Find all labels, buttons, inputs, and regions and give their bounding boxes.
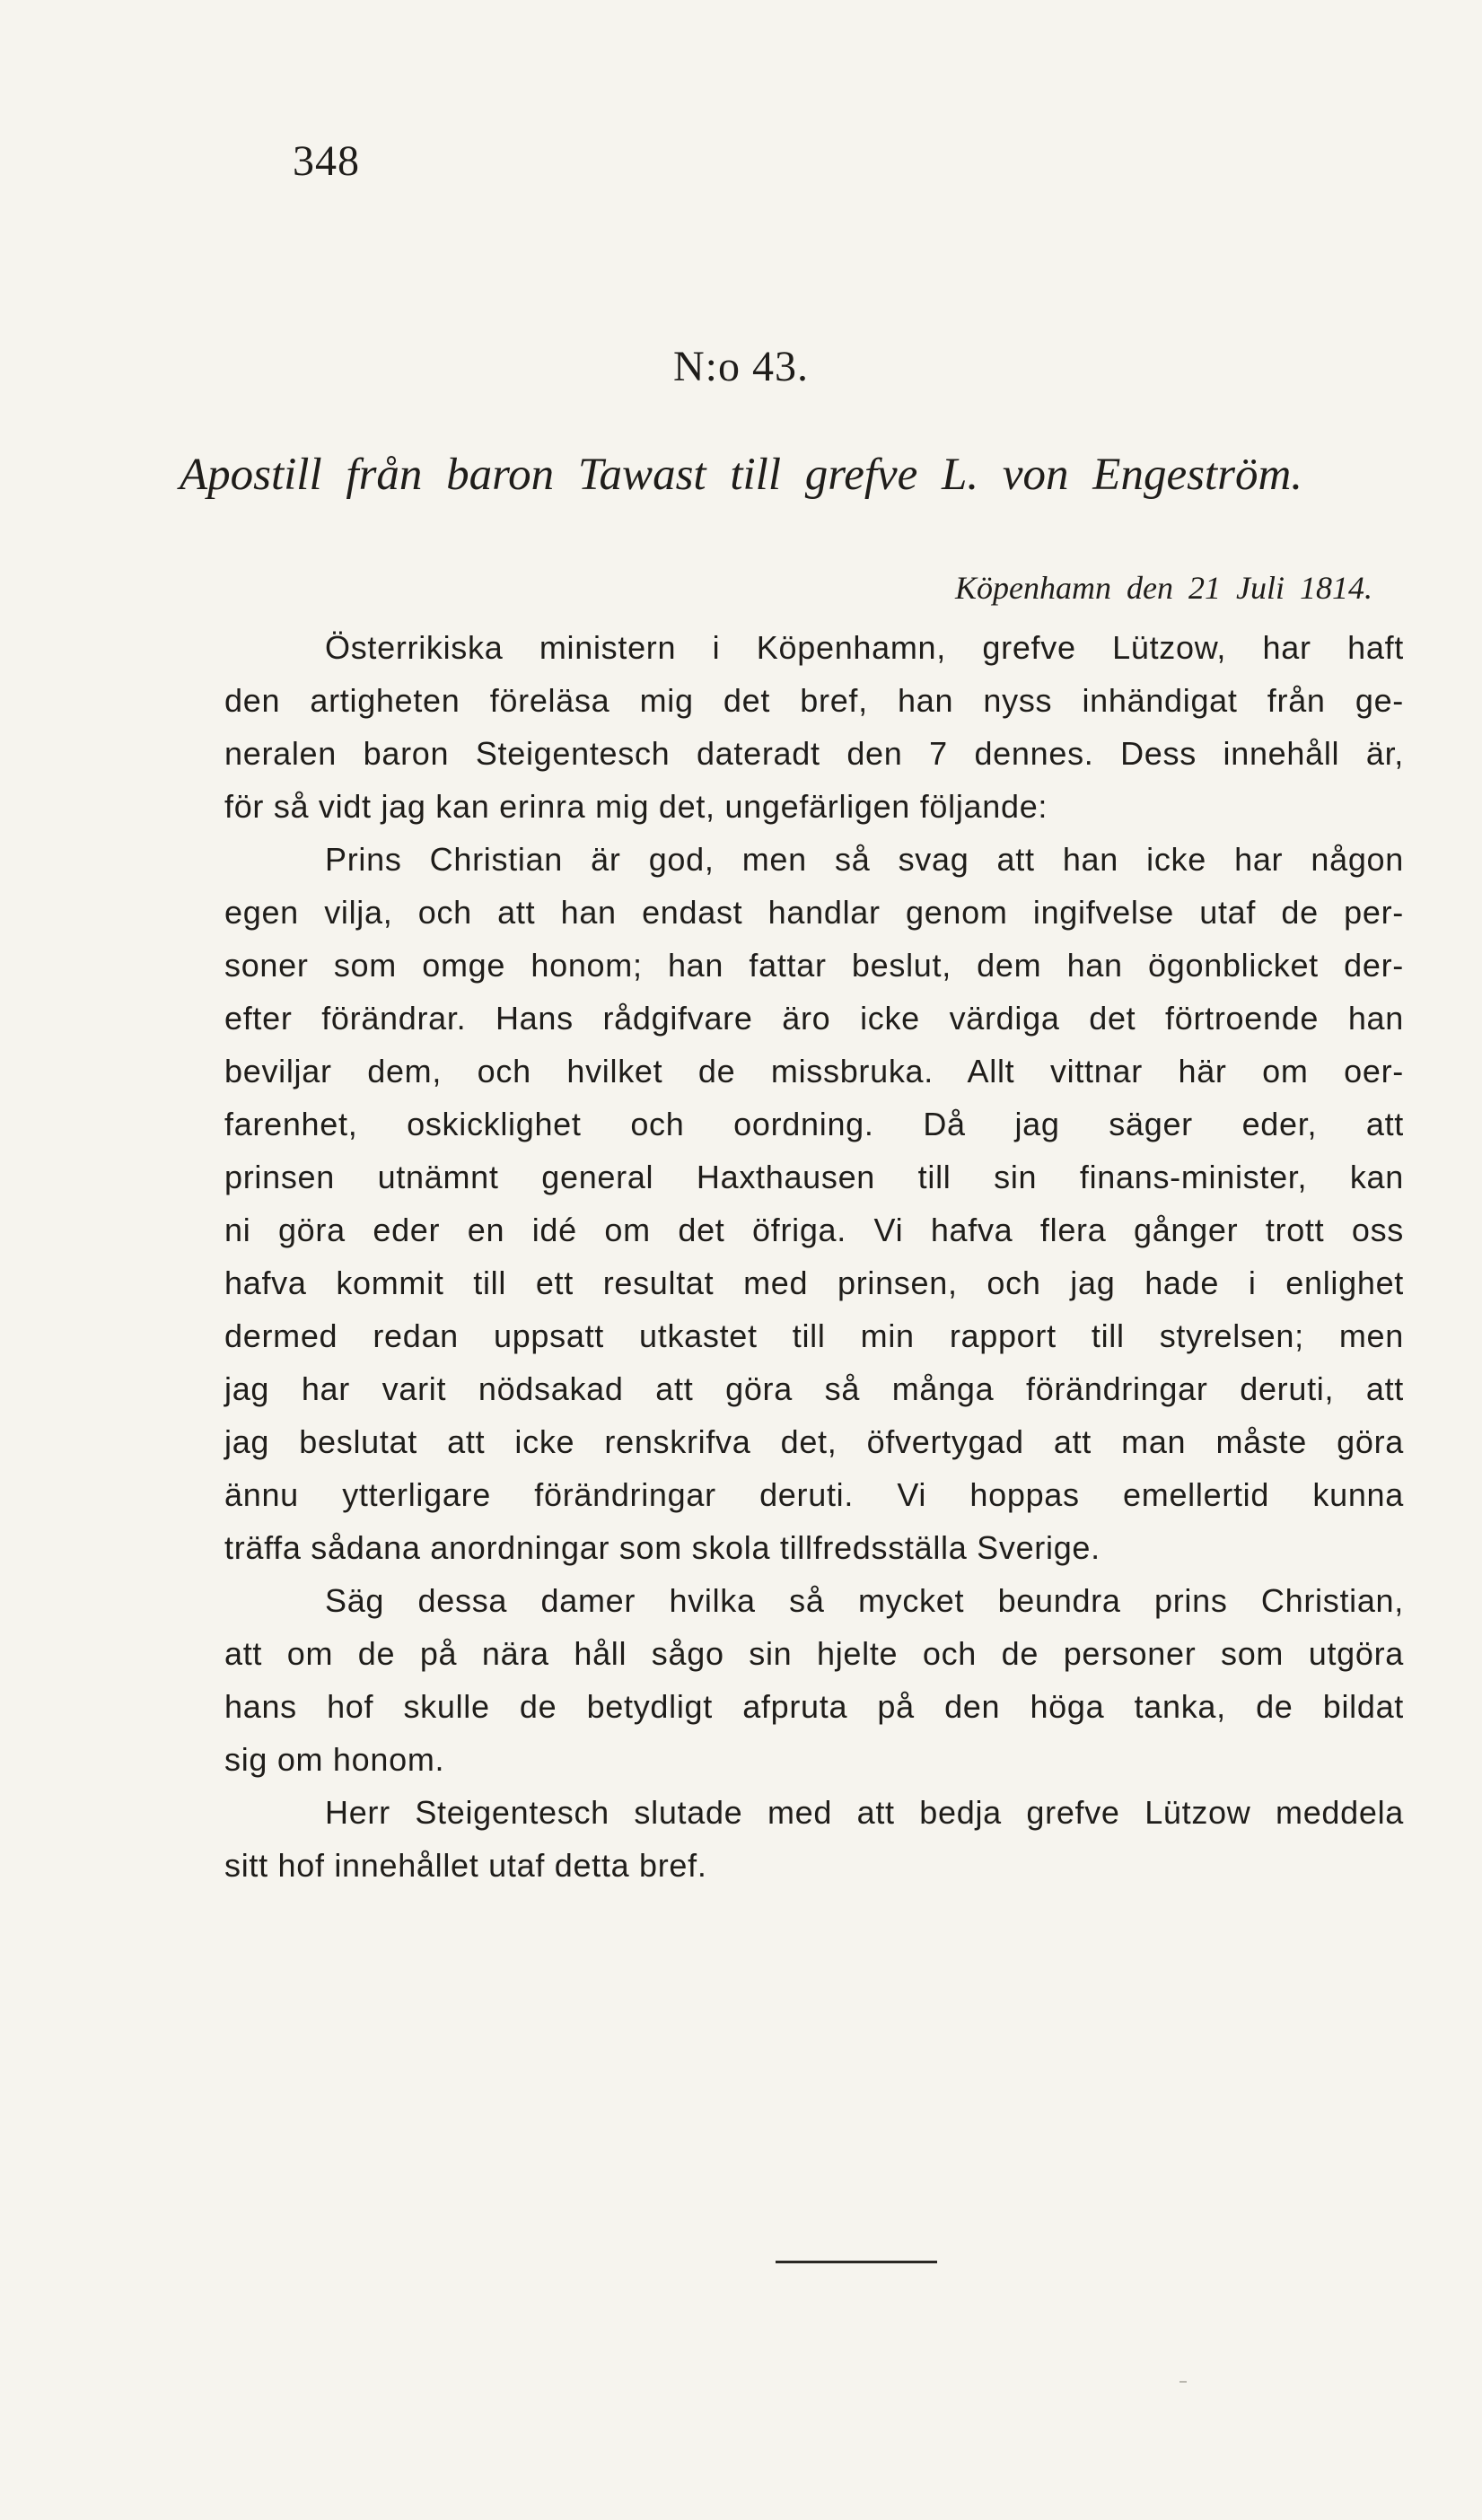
- body-line: prinsen utnämnt general Haxthausen till sin finans-minister, kan: [224, 1159, 1404, 1195]
- body-line: träffa sådana anordningar som skola tillfredsställa Sverige.: [224, 1529, 1101, 1566]
- body-line: ni göra eder en idé om det öfriga. Vi hafva flera gånger trott oss: [224, 1212, 1404, 1248]
- body-line: dermed redan uppsatt utkastet till min rapport till styrelsen; men: [224, 1317, 1404, 1354]
- body-line: hans hof skulle de betydligt afpruta på den höga tanka, de bildat: [224, 1688, 1404, 1725]
- body-line: ännu ytterligare förändringar deruti. Vi hoppas emellertid kunna: [224, 1476, 1404, 1513]
- body-line: beviljar dem, och hvilket de missbruka. Allt vittnar här om oer-: [224, 1053, 1404, 1089]
- body-line: den artigheten föreläsa mig det bref, han nyss inhändigat från ge-: [224, 682, 1404, 719]
- body-line: Prins Christian är god, men så svag att han icke har någon: [325, 841, 1404, 878]
- body-line: Herr Steigentesch slutade med att bedja grefve Lützow meddela: [325, 1794, 1404, 1831]
- body-line: efter förändrar. Hans rådgifvare äro icke värdiga det förtroende han: [224, 1000, 1404, 1037]
- margin-mark: [1179, 2381, 1187, 2383]
- letter-title: Apostill från baron Tawast till grefve L. von Engeström.: [179, 450, 1303, 500]
- body-line: hafva kommit till ett resultat med prinsen, och jag hade i enlighet: [224, 1264, 1404, 1301]
- body-line: Säg dessa damer hvilka så mycket beundra prins Christian,: [325, 1582, 1404, 1619]
- body-line: egen vilja, och att han endast handlar genom ingifvelse utaf de per-: [224, 894, 1404, 931]
- body-line: farenhet, oskicklighet och oordning. Då jag säger eder, att: [224, 1106, 1404, 1142]
- body-line: soner som omge honom; han fattar beslut, dem han ögonblicket der-: [224, 947, 1404, 984]
- body-line: att om de på nära håll sågo sin hjelte och de personer som utgöra: [224, 1635, 1404, 1672]
- letter-body: [224, 621, 1404, 1892]
- body-line: Österrikiska ministern i Köpenhamn, grefve Lützow, har haft: [325, 629, 1404, 666]
- end-rule: [776, 2261, 937, 2263]
- page-number: 348: [293, 137, 360, 185]
- letter-number: N:o 43.: [673, 343, 809, 390]
- body-line: för så vidt jag kan erinra mig det, ungefärligen följande:: [224, 788, 1048, 825]
- body-line: sig om honom.: [224, 1741, 445, 1778]
- body-line: neralen baron Steigentesch dateradt den 7 dennes. Dess innehåll är,: [224, 735, 1404, 772]
- body-line: sitt hof innehållet utaf detta bref.: [224, 1847, 707, 1884]
- body-line: jag beslutat att icke renskrifva det, öfvertygad att man måste göra: [224, 1423, 1404, 1460]
- letter-dateline: Köpenhamn den 21 Juli 1814.: [955, 570, 1372, 606]
- body-line: jag har varit nödsakad att göra så många förändringar deruti, att: [224, 1370, 1404, 1407]
